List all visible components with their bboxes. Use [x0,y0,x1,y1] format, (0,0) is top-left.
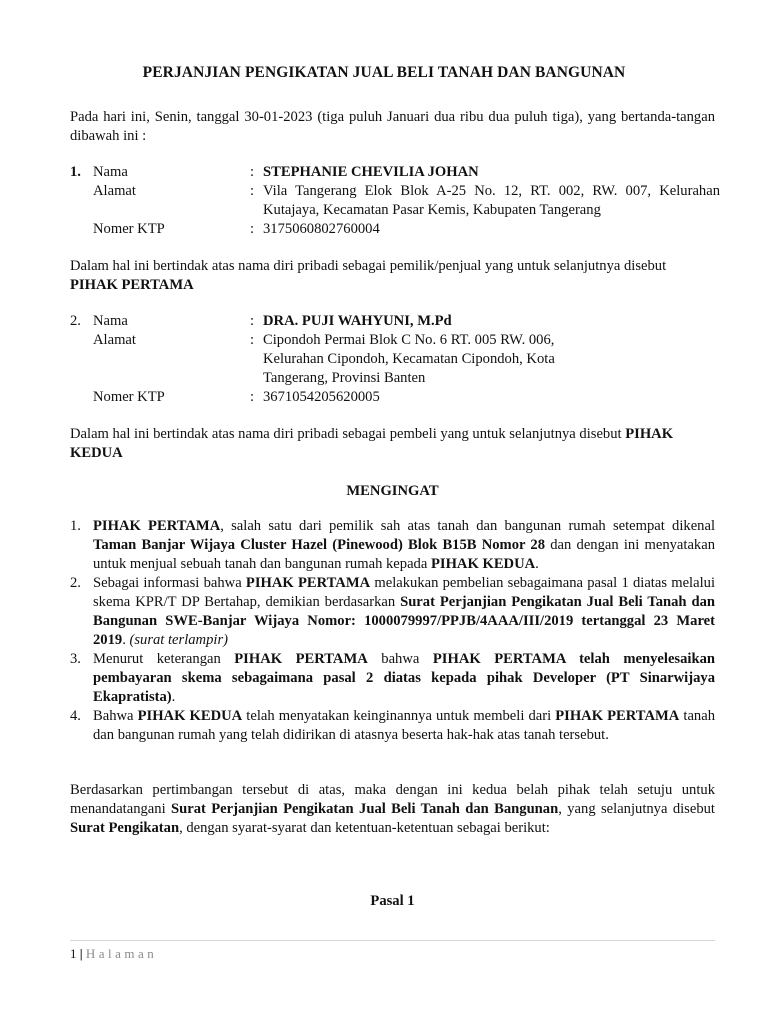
colon: : [250,389,255,405]
footer-divider [70,940,715,941]
list-item-text: Sebagai informasi bahwa PIHAK PERTAMA melakukan pembelian sebagaimana pasal 1 diatas melalui skema KPR/T DP Bertahap, demikian berdasarkan Surat Perjanjian Pengikatan Jual Beli Tanah dan Bangunan SWE-Banjar Wijaya Nomor: 1000079997/PPJB/4AAA/III/2019 tertanggal 23 Maret 2019. (surat terlampir) [93,575,715,648]
party-1-role-text: Dalam hal ini bertindak atas nama diri pribadi sebagai pemilik/penjual yang untuk selanjutnya disebut [70,258,667,274]
party-1-block [70,163,720,239]
party-2-address [263,331,720,388]
page-number: 1 [70,946,77,961]
colon: : [250,313,255,329]
list-item-number: 1. [70,518,81,534]
list-item-text: Bahwa PIHAK KEDUA telah menyatakan keinginannya untuk membeli dari PIHAK PERTAMA tanah dan bangunan rumah yang telah didirikan di atasnya beserta hak-hak atas tanah tersebut. [93,708,715,743]
party-1-address-row [70,182,720,220]
list-item-number: 4. [70,708,81,724]
list-item [70,574,715,650]
party-2-address-line: Cipondoh Permai Blok C No. 6 RT. 005 RW. 006, [263,332,555,348]
party-2-number: 2. [70,313,81,329]
party-2-ktp-label: Nomer KTP [93,389,165,405]
list-item-text: PIHAK PERTAMA, salah satu dari pemilik sah atas tanah dan bangunan rumah setempat dikenal Taman Banjar Wijaya Cluster Hazel (Pinewood) Blok B15B Nomor 28 dan dengan ini menyatakan untuk menjual sebuah tanah dan bangunan rumah kepada PIHAK KEDUA. [93,518,716,572]
colon: : [250,332,255,348]
pasal-heading: Pasal 1 [370,893,415,909]
party-1-number: 1. [70,164,81,180]
footer-page-word: Halaman [85,946,158,961]
party-1-ktp-row [70,220,720,239]
party-1-name-row [70,163,720,182]
intro-paragraph: Pada hari ini, Senin, tanggal 30-01-2023 (tiga puluh Januari dua ribu dua puluh tiga), yang bertanda-tangan dibawah ini : [70,109,715,144]
party-2-address-line: Tangerang, Provinsi Banten [263,370,426,386]
list-item-number: 3. [70,651,81,667]
mengingat-heading: MENGINGAT [346,483,439,499]
document-title: PERJANJIAN PENGIKATAN JUAL BELI TANAH DAN BANGUNAN [142,64,626,81]
list-item-number: 2. [70,575,81,591]
party-2-name-row [70,312,720,331]
party-2-name: DRA. PUJI WAHYUNI, M.Pd [263,313,452,329]
party-1-name-label: Nama [93,164,128,180]
party-1-role-paragraph [70,257,715,295]
party-2-address-label: Alamat [93,332,136,348]
party-1-address: Vila Tangerang Elok Blok A-25 No. 12, RT. 002, RW. 007, Kelurahan Kutajaya, Kecamatan Pasar Kemis, Kabupaten Tangerang [263,183,720,218]
party-1-ktp: 3175060802760004 [263,221,380,237]
party-1-ktp-label: Nomer KTP [93,221,165,237]
party-1-name: STEPHANIE CHEVILIA JOHAN [263,164,479,180]
party-1-role-name: PIHAK PERTAMA [70,277,194,293]
party-1-address-label: Alamat [93,183,136,199]
colon: : [250,221,255,237]
party-2-ktp: 3671054205620005 [263,389,380,405]
party-2-address-line: Kelurahan Cipondoh, Kecamatan Cipondoh, Kota [263,351,555,367]
party-2-address-row [70,331,720,388]
party-2-block [70,312,720,407]
list-item [70,707,715,745]
mengingat-list [70,517,715,745]
footer-separator: | [76,946,86,961]
list-item [70,650,715,707]
party-2-name-label: Nama [93,313,128,329]
party-2-role-name: PIHAK KEDUA [70,426,674,461]
list-item [70,517,715,574]
party-2-role-paragraph [70,425,715,463]
colon: : [250,164,255,180]
party-2-role-text: Dalam hal ini bertindak atas nama diri pribadi sebagai pembeli yang untuk selanjutnya disebut [70,426,622,442]
party-2-ktp-row [70,388,720,407]
colon: : [250,183,255,199]
closing-paragraph: Berdasarkan pertimbangan tersebut di atas, maka dengan ini kedua belah pihak telah setuju untuk menandatangani Surat Perjanjian Pengikatan Jual Beli Tanah dan Bangunan, yang selanjutnya disebut Surat Pengikatan, dengan syarat-syarat dan ketentuan-ketentuan sebagai berikut: [70,782,715,836]
list-item-text: Menurut keterangan PIHAK PERTAMA bahwa PIHAK PERTAMA telah menyelesaikan pembayaran skema sebagaimana pasal 2 diatas kepada pihak Developer (PT Sinarwijaya Ekapratista). [93,651,715,705]
page-footer [70,944,157,963]
